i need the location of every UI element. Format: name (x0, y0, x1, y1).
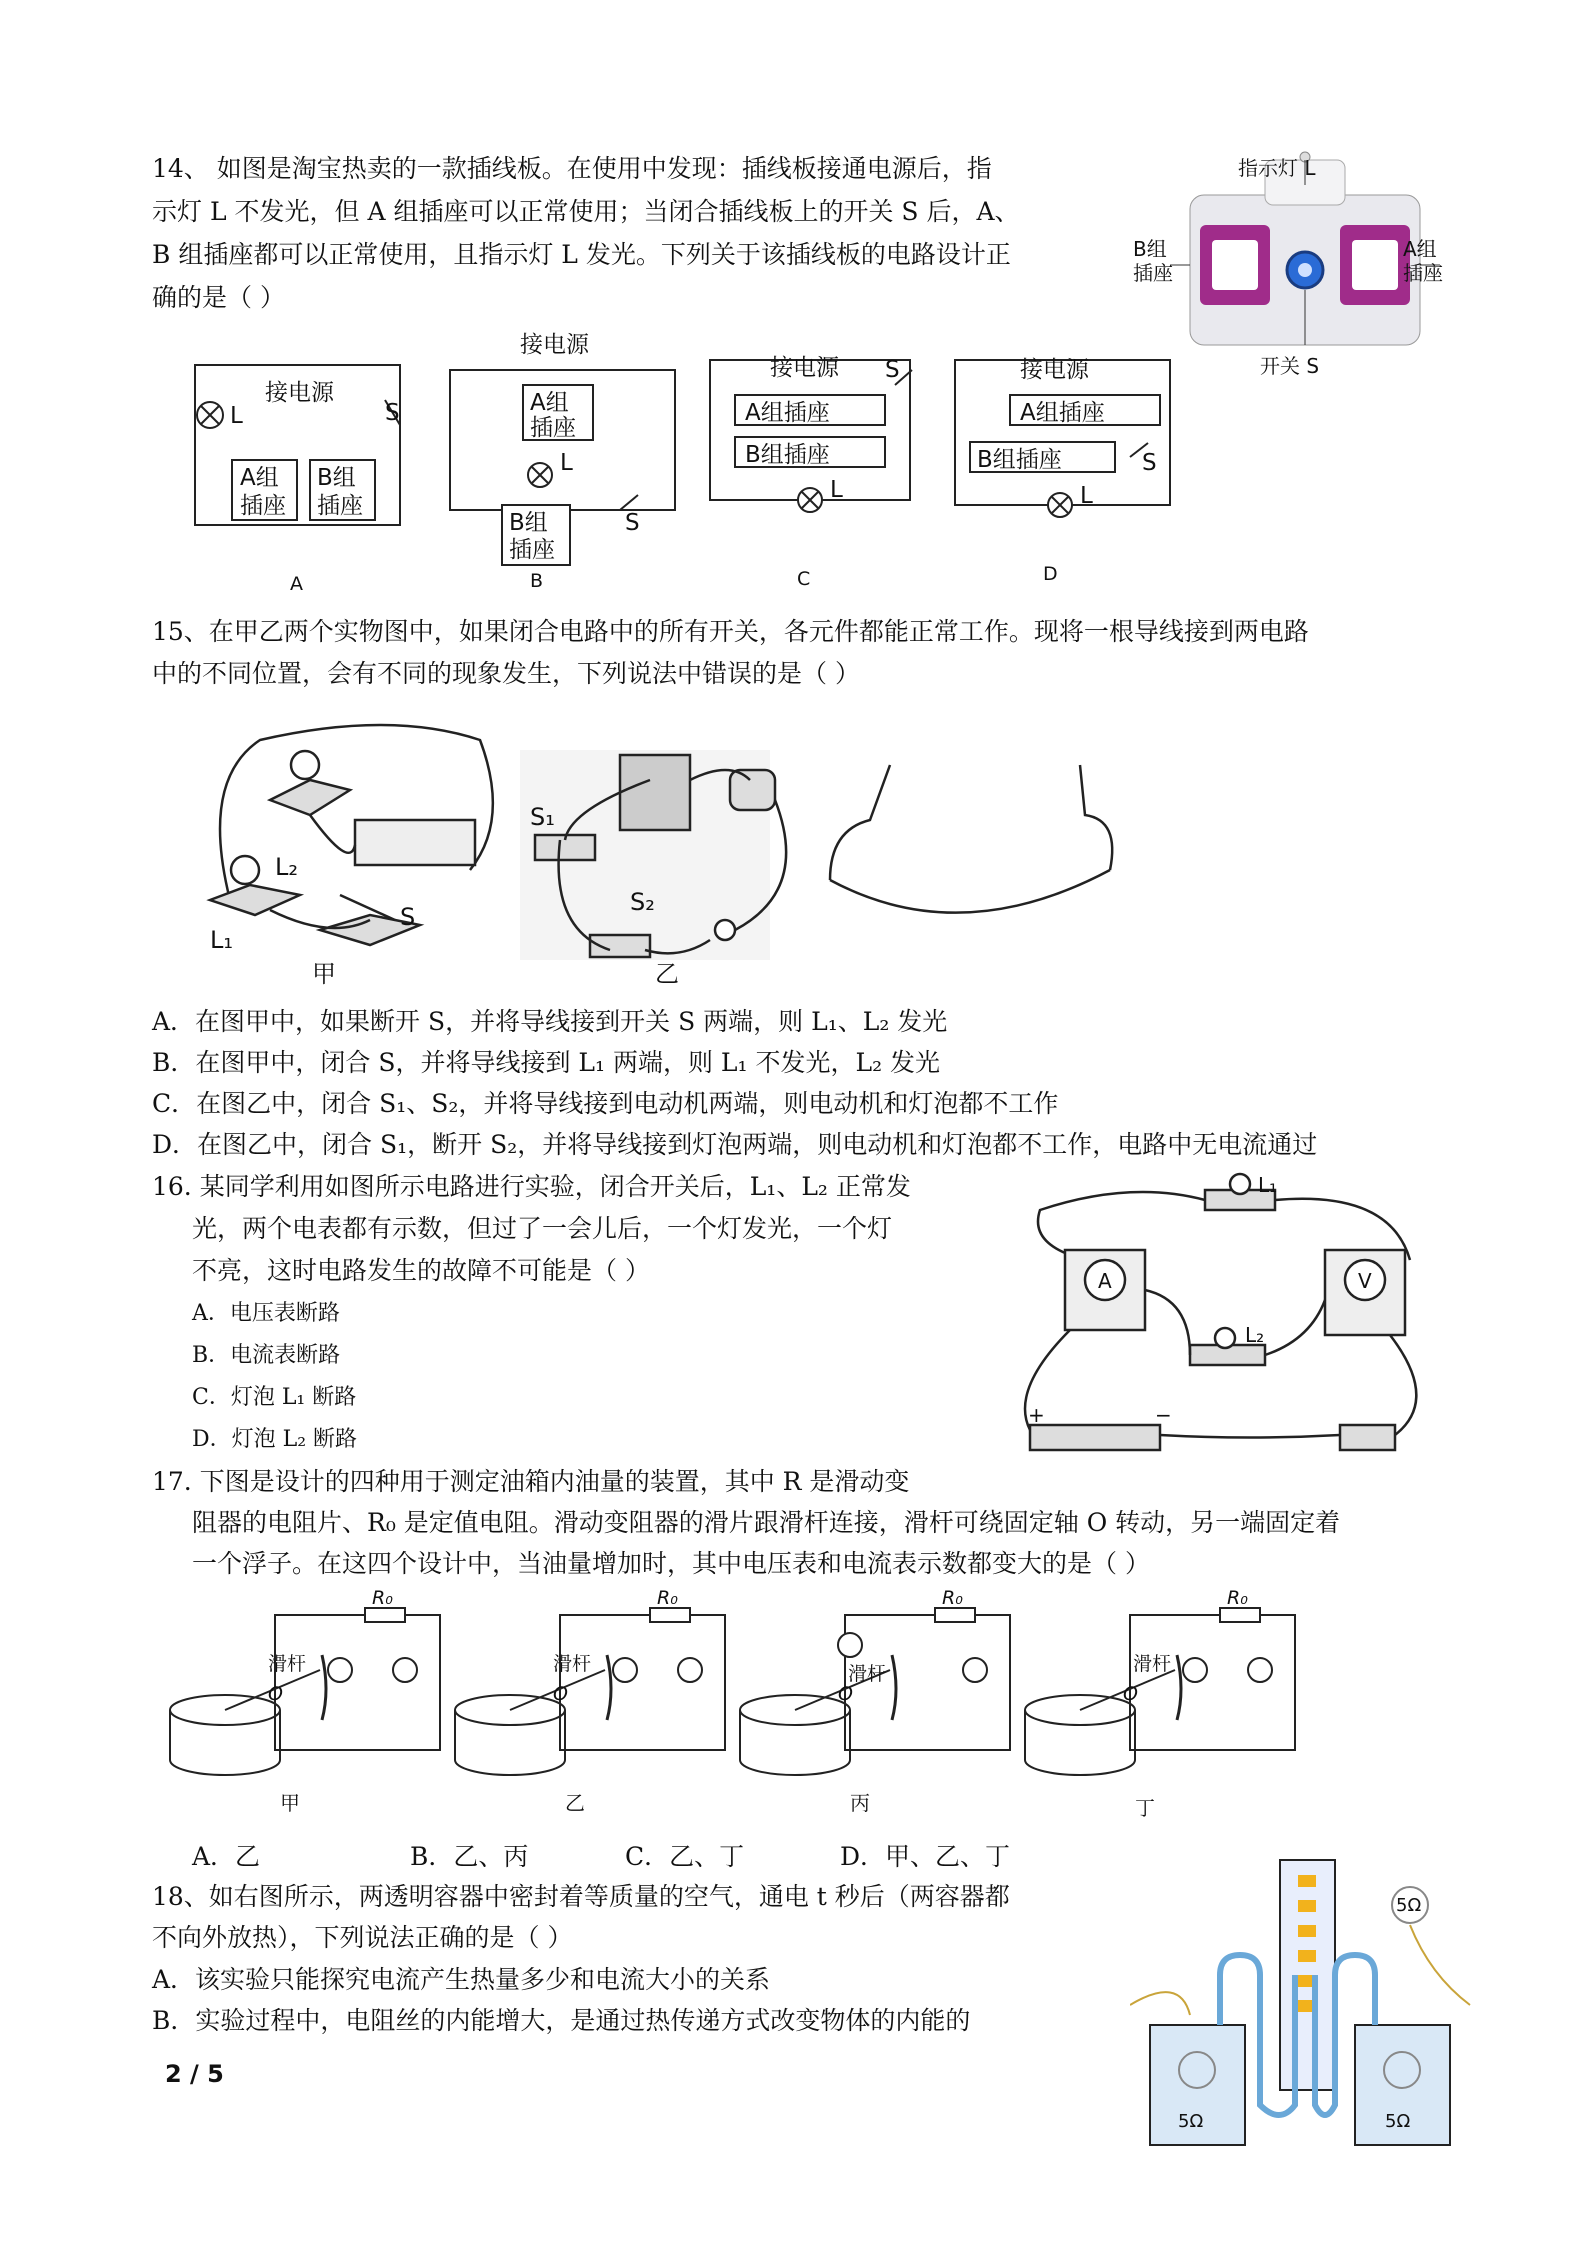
q17-option-a: A．乙 (192, 1842, 261, 1871)
svg-text:A组: A组 (530, 390, 569, 416)
q18-line-2: 不向外放热），下列说法正确的是（ ） (152, 1923, 573, 1952)
svg-text:+: + (1028, 1403, 1045, 1427)
q17-circuit-options (150, 1590, 1330, 1830)
q18-apparatus-figure (1130, 1855, 1480, 2165)
q14-line-1: 14、 如图是淘宝热卖的一款插线板。在使用中发现：插线板接通电源后，指 (152, 154, 992, 183)
q15-line-1: 15、在甲乙两个实物图中，如果闭合电路中的所有开关，各元件都能正常工作。现将一根导线接到两电路 (152, 617, 1309, 646)
svg-text:滑杆: 滑杆 (848, 1663, 887, 1685)
q16-option-b: B．电流表断路 (192, 1343, 341, 1368)
photo-label-group-b: B组 插座 (1133, 237, 1173, 285)
svg-text:A组插座: A组插座 (1020, 400, 1105, 426)
svg-text:R₀: R₀ (1227, 1590, 1248, 1609)
svg-text:L₂: L₂ (1245, 1323, 1265, 1347)
svg-text:A: A (1098, 1269, 1112, 1293)
a-socket-b-2: 插座 (317, 493, 363, 519)
svg-text:B: B (530, 570, 544, 592)
svg-text:B组插座: B组插座 (977, 447, 1062, 473)
svg-text:D: D (1043, 563, 1058, 585)
svg-text:L: L (560, 450, 573, 476)
svg-text:甲: 甲 (312, 960, 336, 988)
svg-text:插座: 插座 (509, 537, 555, 563)
q15-line-2: 中的不同位置，会有不同的现象发生，下列说法中错误的是（ ） (152, 659, 860, 688)
q16-option-a: A．电压表断路 (192, 1301, 340, 1326)
q14-line-4: 确的是（ ） (152, 283, 285, 312)
svg-text:B组: B组 (509, 510, 548, 536)
q17-option-d: D．甲、乙、丁 (840, 1842, 1011, 1871)
svg-text:接电源: 接电源 (770, 355, 839, 381)
q16-line-2: 光，两个电表都有示数，但过了一会儿后，一个灯发光，一个灯 (192, 1214, 893, 1243)
svg-text:接电源: 接电源 (1020, 357, 1089, 383)
svg-text:接电源: 接电源 (520, 332, 589, 358)
svg-text:O: O (268, 1683, 283, 1705)
svg-text:L: L (230, 403, 243, 429)
svg-text:S: S (885, 357, 900, 383)
svg-text:L₁: L₁ (210, 926, 233, 954)
q16-option-d: D．灯泡 L₂ 断路 (192, 1427, 358, 1452)
svg-text:S: S (385, 400, 400, 426)
svg-text:R₀: R₀ (372, 1590, 393, 1609)
svg-text:V: V (1358, 1269, 1372, 1293)
a-socket-b-1: B组 (317, 465, 356, 491)
svg-text:S: S (1142, 450, 1157, 476)
svg-text:L₁: L₁ (1258, 1173, 1278, 1197)
svg-text:乙: 乙 (565, 1791, 585, 1815)
q17-line-1: 17. 下图是设计的四种用于测定油箱内油量的装置，其中 R 是滑动变 (152, 1467, 910, 1496)
svg-text:O: O (838, 1683, 853, 1705)
q16-line-3: 不亮，这时电路发生的故障不可能是（ ） (192, 1256, 650, 1285)
svg-text:甲: 甲 (280, 1791, 300, 1815)
q18-line-1: 18、如右图所示，两透明容器中密封着等质量的空气，通电 t 秒后（两容器都 (152, 1882, 1010, 1911)
svg-text:B组插座: B组插座 (745, 442, 830, 468)
photo-label-switch: 开关 S (1260, 354, 1320, 378)
q15-figures (190, 720, 1190, 990)
svg-text:A组插座: A组插座 (745, 400, 830, 426)
svg-text:S: S (400, 903, 416, 931)
q14-line-2: 示灯 L 不发光，但 A 组插座可以正常使用；当闭合插线板上的开关 S 后，A、 (152, 197, 1020, 226)
q14-line-3: B 组插座都可以正常使用，且指示灯 L 发光。下列关于该插线板的电路设计正 (152, 240, 1011, 269)
photo-label-indicator: 指示灯 L (1238, 156, 1316, 180)
svg-text:5Ω: 5Ω (1396, 1895, 1422, 1916)
svg-text:O: O (1123, 1683, 1138, 1705)
q15-option-a: A．在图甲中，如果断开 S，并将导线接到开关 S 两端，则 L₁、L₂ 发光 (152, 1007, 948, 1036)
q15-option-d: D．在图乙中，闭合 S₁，断开 S₂，并将导线接到灯泡两端，则电动机和灯泡都不工作，电路中无电流通过 (152, 1130, 1318, 1159)
svg-text:C: C (797, 568, 811, 590)
svg-text:滑杆: 滑杆 (1133, 1653, 1172, 1675)
svg-text:丁: 丁 (1135, 1796, 1155, 1820)
q15-option-c: C．在图乙中，闭合 S₁、S₂，并将导线接到电动机两端，则电动机和灯泡都不工作 (152, 1089, 1059, 1118)
q17-option-b: B．乙、丙 (410, 1842, 529, 1871)
q17-option-c: C．乙、丁 (625, 1842, 745, 1871)
q15-option-b: B．在图甲中，闭合 S，并将导线接到 L₁ 两端，则 L₁ 不发光，L₂ 发光 (152, 1048, 941, 1077)
svg-text:S₁: S₁ (530, 803, 555, 831)
q16-line-1: 16. 某同学利用如图所示电路进行实验，闭合开关后，L₁、L₂ 正常发 (152, 1172, 911, 1201)
svg-text:插座: 插座 (530, 415, 576, 441)
svg-text:S: S (625, 510, 640, 536)
q17-line-2: 阻器的电阻片、R₀ 是定值电阻。滑动变阻器的滑片跟滑杆连接，滑杆可绕固定轴 O 转动，另一端固定着 (192, 1508, 1341, 1537)
svg-text:O: O (553, 1683, 568, 1705)
svg-text:滑杆: 滑杆 (553, 1653, 592, 1675)
svg-text:R₀: R₀ (657, 1590, 678, 1609)
q16-circuit-figure (1010, 1170, 1440, 1470)
q18-option-b: B．实验过程中，电阻丝的内能增大，是通过热传递方式改变物体的内能的 (152, 2006, 971, 2035)
svg-text:S₂: S₂ (630, 888, 655, 916)
svg-text:丙: 丙 (850, 1791, 870, 1815)
svg-text:L₂: L₂ (275, 853, 298, 881)
svg-text:乙: 乙 (655, 960, 679, 988)
q17-line-3: 一个浮子。在这四个设计中，当油量增加时，其中电压表和电流表示数都变大的是（ ） (192, 1549, 1150, 1578)
q14-circuit-options (180, 325, 1180, 595)
q18-option-a: A．该实验只能探究电流产生热量多少和电流大小的关系 (152, 1965, 771, 1994)
page-number: 2 / 5 (165, 2060, 224, 2088)
svg-text:L: L (1080, 483, 1093, 509)
svg-text:−: − (1155, 1403, 1172, 1427)
q16-option-c: C．灯泡 L₁ 断路 (192, 1385, 357, 1410)
svg-text:A: A (290, 573, 303, 595)
a-power-label: 接电源 (265, 380, 334, 406)
svg-text:R₀: R₀ (942, 1590, 963, 1609)
a-socket-a-2: 插座 (240, 493, 286, 519)
svg-text:5Ω: 5Ω (1178, 2111, 1204, 2132)
a-socket-a-1: A组 (240, 465, 279, 491)
svg-text:5Ω: 5Ω (1385, 2111, 1411, 2132)
photo-label-group-a: A组 插座 (1403, 237, 1443, 285)
svg-text:L: L (830, 477, 843, 503)
svg-text:滑杆: 滑杆 (268, 1653, 307, 1675)
